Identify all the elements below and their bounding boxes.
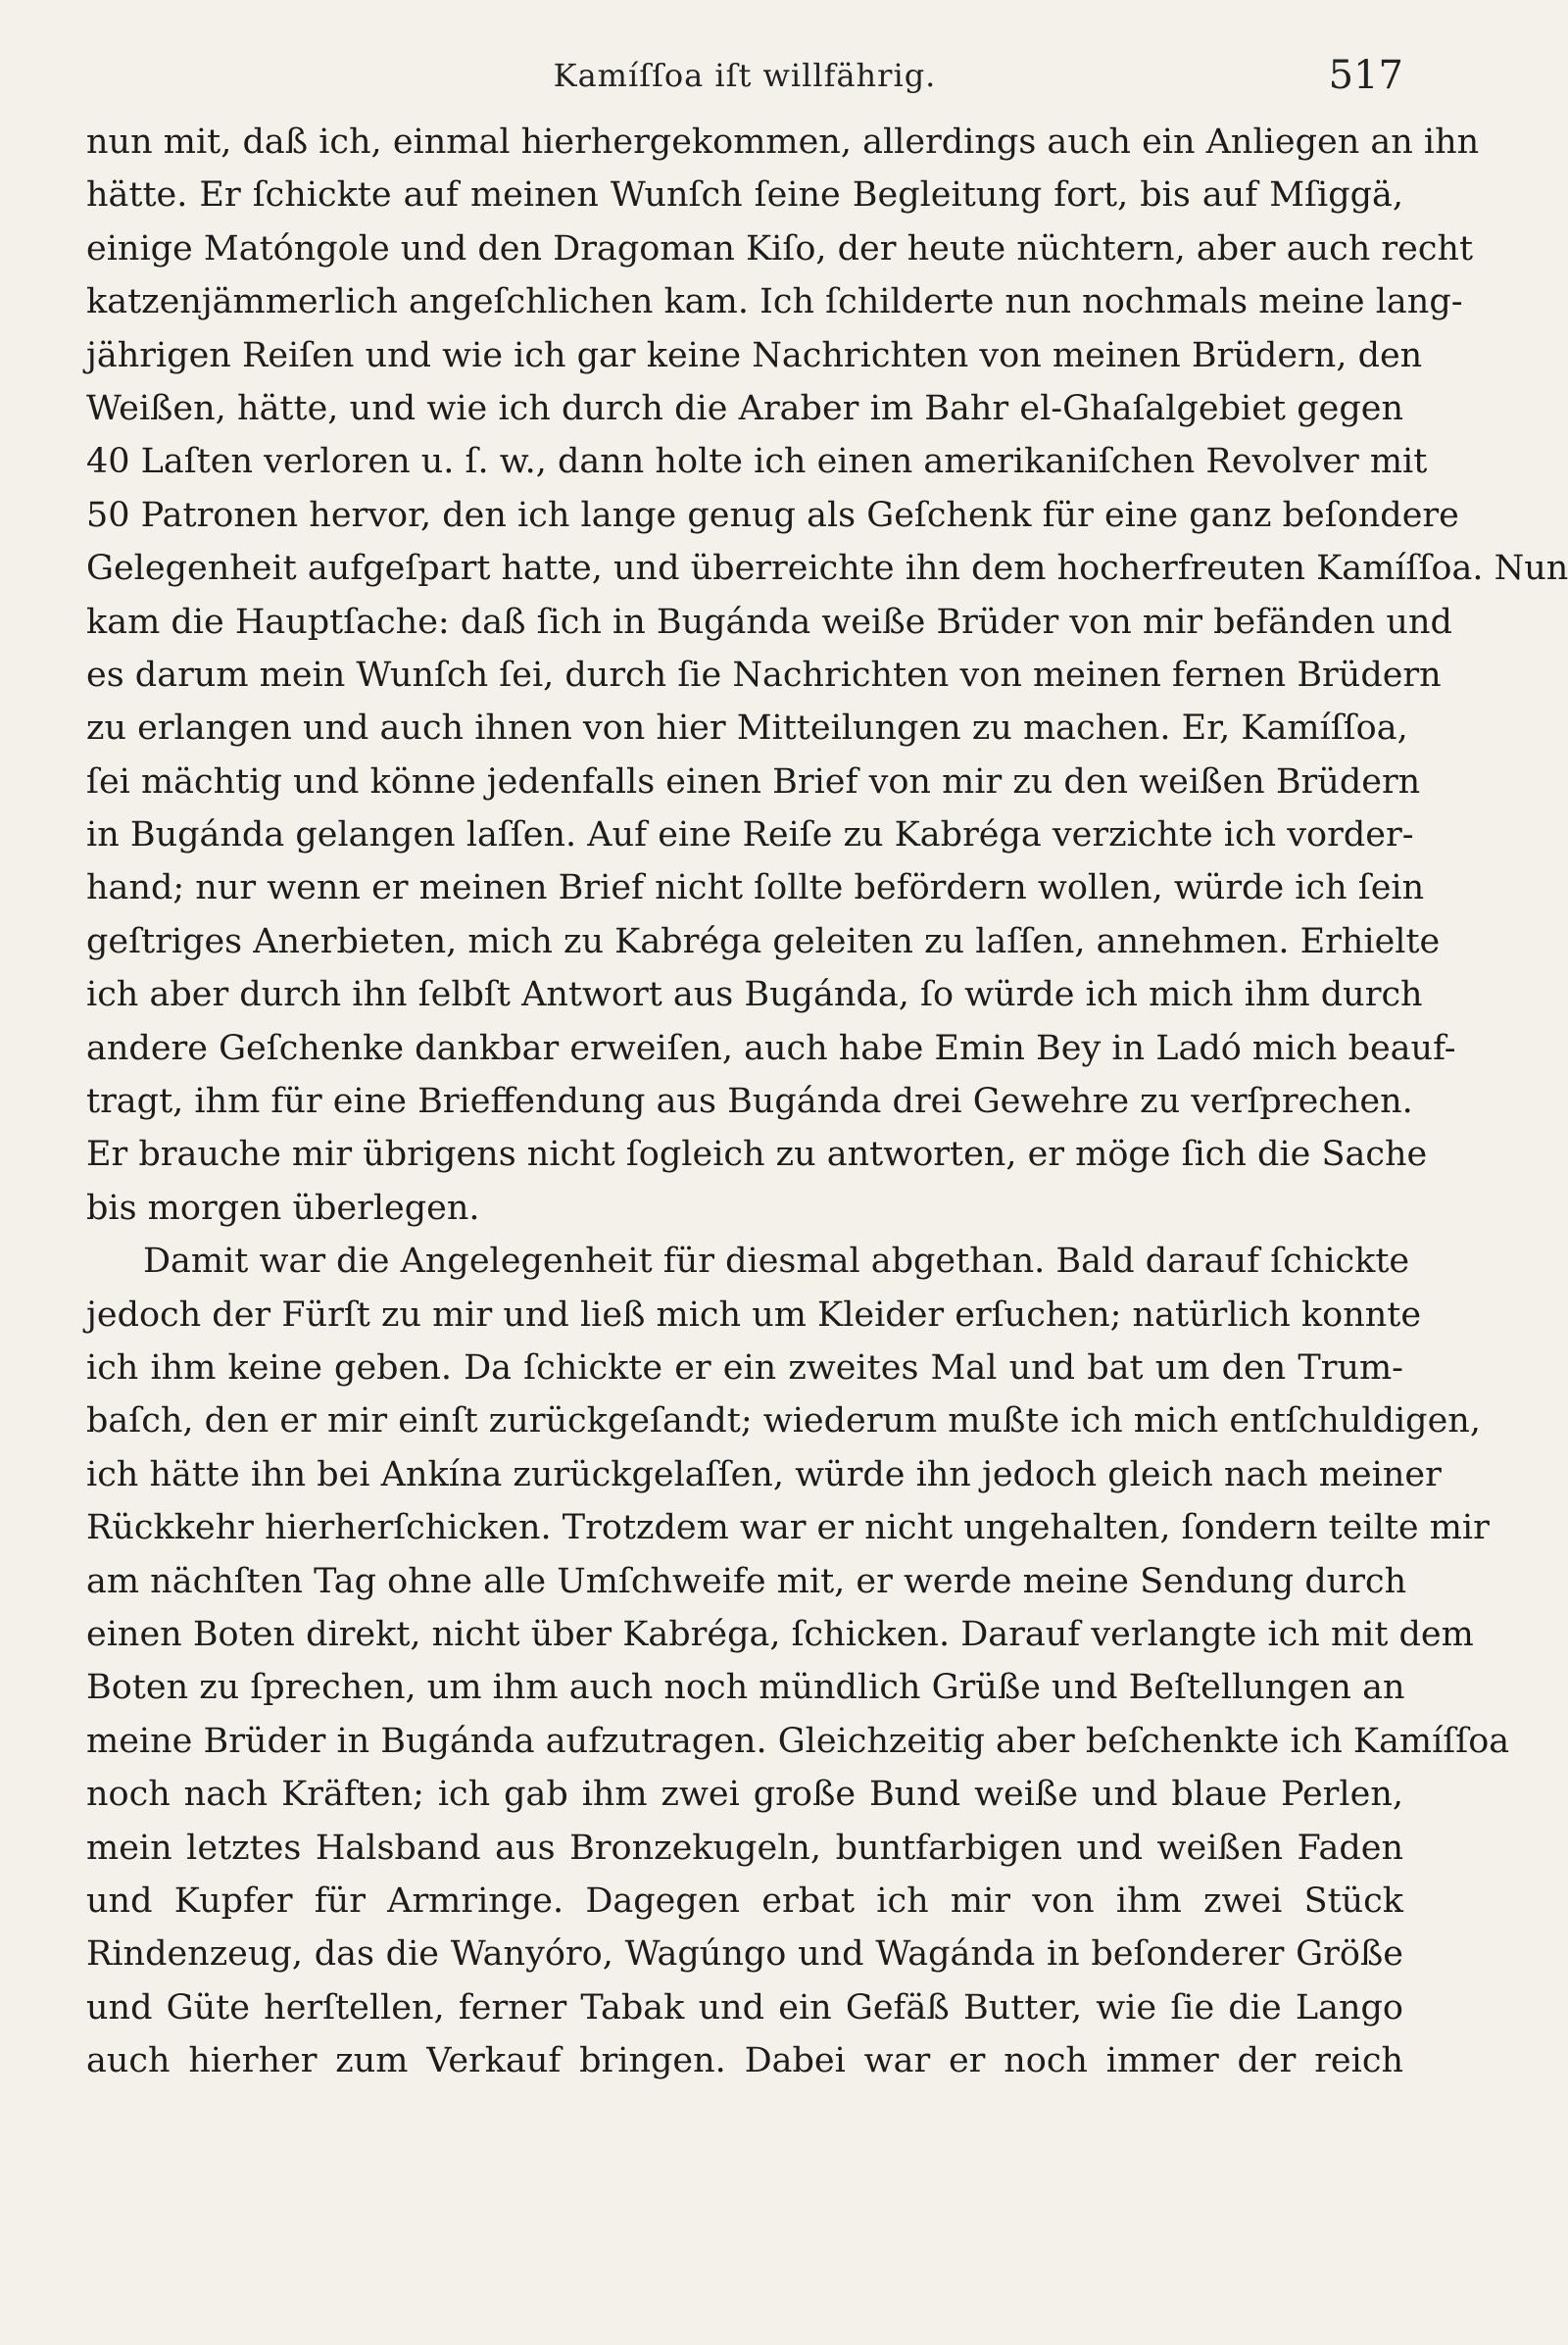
text-line: in Bugánda gelangen laſſen. Auf eine Reiſe zu Kabréga verzichte ich vorder- xyxy=(86,815,1414,855)
text-line-paragraph-start: Damit war die Angelegenheit für diesmal abgethan. Bald darauf ſchickte xyxy=(143,1242,1410,1282)
text-line: und Kupfer für Armringe. Dagegen erbat ich mir von ihm zwei Stück xyxy=(86,1881,1403,1921)
text-line: andere Geſchenke dankbar erweiſen, auch habe Emin Bey in Ladó mich beauf- xyxy=(86,1028,1456,1068)
text-line: 50 Patronen hervor, den ich lange genug als Geſchenk für eine ganz beſondere xyxy=(86,495,1459,535)
text-line: ich ihm keine geben. Da ſchickte er ein zweites Mal und bat um den Trum- xyxy=(86,1347,1403,1388)
text-line: baſch, den er mir einſt zurückgeſandt; wiederum mußte ich mich entſchuldigen, xyxy=(86,1401,1481,1441)
text-line: tragt, ihm für eine Brieffendung aus Bugánda drei Gewehre zu verſprechen. xyxy=(86,1082,1413,1122)
text-line: hand; nur wenn er meinen Brief nicht ſollte befördern wollen, würde ich ſein xyxy=(86,868,1425,908)
text-line: nun mit, daß ich, einmal hierhergekommen, allerdings auch ein Anliegen an ihn xyxy=(86,122,1480,162)
text-line: 40 Laſten verloren u. ſ. w., dann holte ich einen amerikaniſchen Revolver mit xyxy=(86,442,1428,482)
text-line: Er brauche mir übrigens nicht ſogleich zu antworten, er möge ſich die Sache xyxy=(86,1135,1428,1175)
text-line: Boten zu ſprechen, um ihm auch noch mündlich Grüße und Beſtellungen an xyxy=(86,1668,1405,1708)
text-line: mein letztes Halsband aus Bronzekugeln, buntfarbigen und weißen Faden xyxy=(86,1828,1403,1868)
text-line: am nächſten Tag ohne alle Umſchweife mit, er werde meine Sendung durch xyxy=(86,1561,1407,1601)
text-line: jährigen Reiſen und wie ich gar keine Nachrichten von meinen Brüdern, den xyxy=(86,335,1423,375)
running-title: Kamíſſoa iſt willfährig. xyxy=(553,57,937,94)
text-line: katzenjämmerlich angeſchlichen kam. Ich ſchilderte nun nochmals meine lang- xyxy=(86,282,1463,322)
text-line: Weißen, hätte, und wie ich durch die Araber im Bahr el-Ghaſalgebiet gegen xyxy=(86,388,1403,428)
text-line: hätte. Er ſchickte auf meinen Wunſch ſeine Begleitung fort, bis auf Mſiggä, xyxy=(86,175,1403,216)
text-line: einen Boten direkt, nicht über Kabréga, ſchicken. Darauf verlangte ich mit dem xyxy=(86,1614,1474,1654)
text-line: einige Matóngole und den Dragoman Kiſo, der heute nüchtern, aber auch recht xyxy=(86,228,1474,269)
running-head xyxy=(86,53,1403,104)
text-line: Gelegenheit aufgeſpart hatte, und überreichte ihn dem hocherfreuten Kamíſſoa. Nun xyxy=(86,549,1568,589)
body-text xyxy=(86,116,1568,2087)
text-line: Rindenzeug, das die Wanyóro, Wagúngo und Wagánda in beſonderer Größe xyxy=(86,1934,1403,1975)
text-line: ſei mächtig und könne jedenfalls einen Brief von mir zu den weißen Brüdern xyxy=(86,761,1421,802)
text-line: und Güte herſtellen, ferner Tabak und ein Gefäß Butter, wie ſie die Lango xyxy=(86,1987,1403,2027)
text-line: Rückkehr hierherſchicken. Trotzdem war er nicht ungehalten, ſondern teilte mir xyxy=(86,1508,1490,1548)
text-line: meine Brüder in Bugánda aufzutragen. Gleichzeitig aber beſchenkte ich Kamíſſoa xyxy=(86,1721,1510,1761)
text-line: es darum mein Wunſch ſei, durch ſie Nachrichten von meinen fernen Brüdern xyxy=(86,655,1442,695)
text-line: ich hätte ihn bei Ankína zurückgelaſſen, würde ihn jedoch gleich nach meiner xyxy=(86,1454,1442,1494)
text-line: geſtriges Anerbieten, mich zu Kabréga geleiten zu laſſen, annehmen. Erhielte xyxy=(86,921,1441,961)
page-number: 517 xyxy=(1328,53,1403,98)
text-line: auch hierher zum Verkauf bringen. Dabei war er noch immer der reich xyxy=(86,2041,1403,2081)
text-line: noch nach Kräften; ich gab ihm zwei große Bund weiße und blaue Perlen, xyxy=(86,1775,1403,1815)
text-line: kam die Hauptſache: daß ſich in Bugánda weiße Brüder von mir befänden und xyxy=(86,602,1452,642)
text-line: zu erlangen und auch ihnen von hier Mitteilungen zu machen. Er, Kamíſſoa, xyxy=(86,708,1408,749)
text-line-paragraph-end: bis morgen überlegen. xyxy=(86,1188,480,1228)
text-line: ich aber durch ihn ſelbſt Antwort aus Bugánda, ſo würde ich mich ihm durch xyxy=(86,975,1423,1015)
text-line: jedoch der Fürſt zu mir und ließ mich um Kleider erſuchen; natürlich konnte xyxy=(86,1295,1422,1335)
